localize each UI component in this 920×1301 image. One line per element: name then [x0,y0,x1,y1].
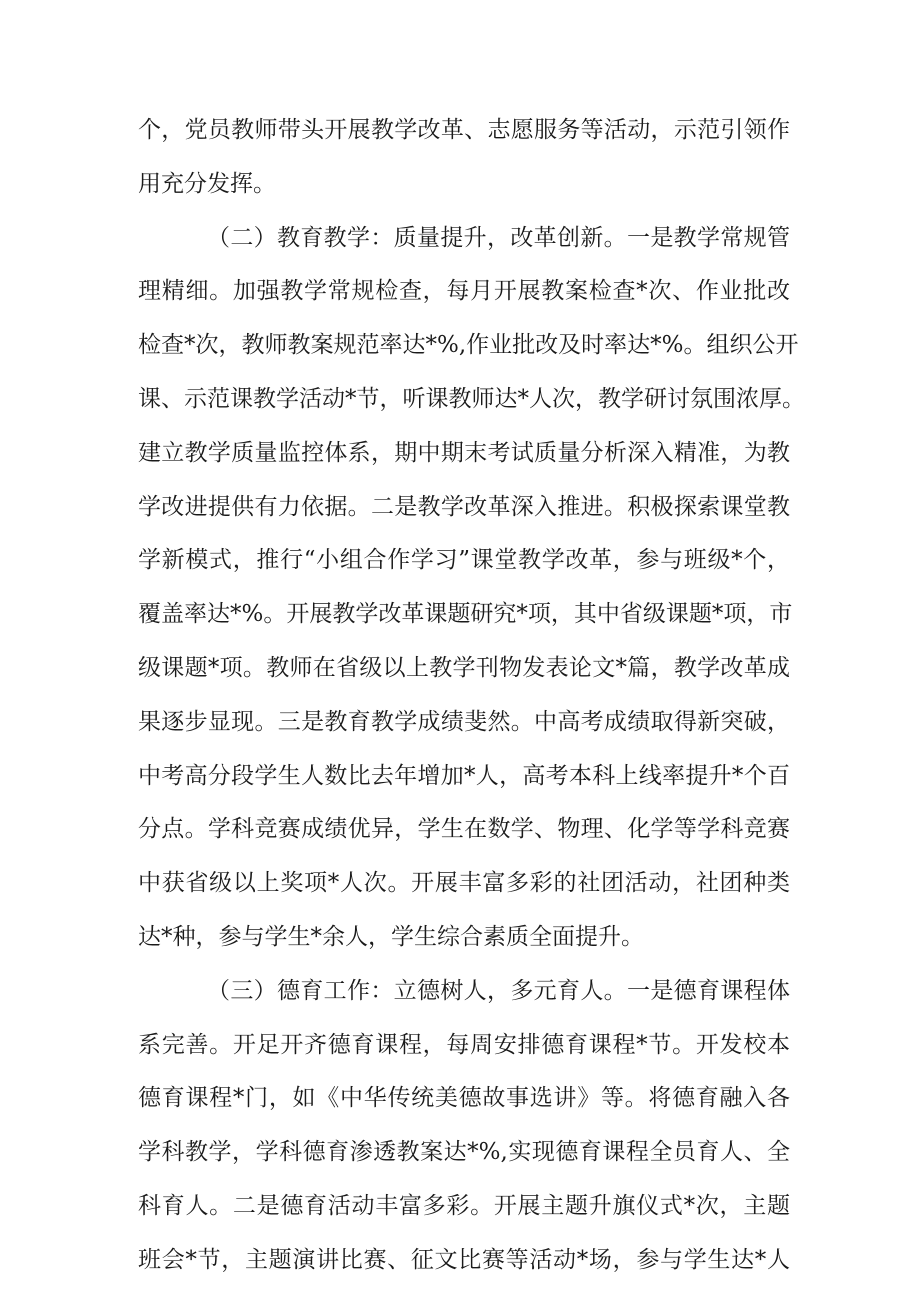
text-line: 系完善。开足开齐德育课程，每周安排德育课程*节。开发校本 [138,1031,790,1058]
text-line: 课、示范课教学活动*节，听课教师达*人次，教学研讨氛围浓厚。 [138,385,805,412]
text-line: 检查*次，教师教案规范率达*%,作业批改及时率达*%。组织公开 [138,332,799,359]
section-heading-line: （二）教育教学：质量提升，改革创新。一是教学常规管 [207,224,790,251]
text-line: 分点。学科竞赛成绩优异，学生在数学、物理、化学等学科竞赛 [138,816,790,843]
text-line: 建立教学质量监控体系，期中期末考试质量分析深入精准，为教 [138,439,790,466]
text-line: 学新模式，推行“小组合作学习”课堂教学改革，参与班级*个， [138,547,790,574]
text-line: 覆盖率达*%。开展教学改革课题研究*项，其中省级课题*项，市 [138,601,793,628]
text-line: 学改进提供有力依据。二是教学改革深入推进。积极探索课堂教 [138,493,790,520]
body-text [138,104,805,1288]
text-line: 中获省级以上奖项*人次。开展丰富多彩的社团活动，社团种类 [138,870,790,897]
text-line: 德育课程*门，如《中华传统美德故事选讲》等。将德育融入各 [138,1085,790,1112]
text-line: 用充分发挥。 [138,170,276,197]
text-line: 达*种，参与学生*余人，学生综合素质全面提升。 [138,923,644,950]
text-line: 级课题*项。教师在省级以上教学刊物发表论文*篇，教学改革成 [138,654,790,681]
text-line: 班会*节，主题演讲比赛、征文比赛等活动*场，参与学生达*人 [138,1246,790,1273]
text-line: 中考高分段学生人数比去年增加*人，高考本科上线率提升*个百 [138,762,790,789]
text-line: 学科教学，学科德育渗透教案达*%,实现德育课程全员育人、全 [138,1139,790,1166]
text-line: 科育人。二是德育活动丰富多彩。开展主题升旗仪式*次，主题 [138,1192,790,1219]
text-line: 理精细。加强教学常规检查，每月开展教案检查*次、作业批改 [138,278,790,305]
section-heading-line: （三）德育工作：立德树人，多元育人。一是德育课程体 [207,977,790,1004]
text-line: 个，党员教师带头开展教学改革、志愿服务等活动，示范引领作 [138,117,790,143]
text-line: 果逐步显现。三是教育教学成绩斐然。中高考成绩取得新突破， [138,708,790,735]
